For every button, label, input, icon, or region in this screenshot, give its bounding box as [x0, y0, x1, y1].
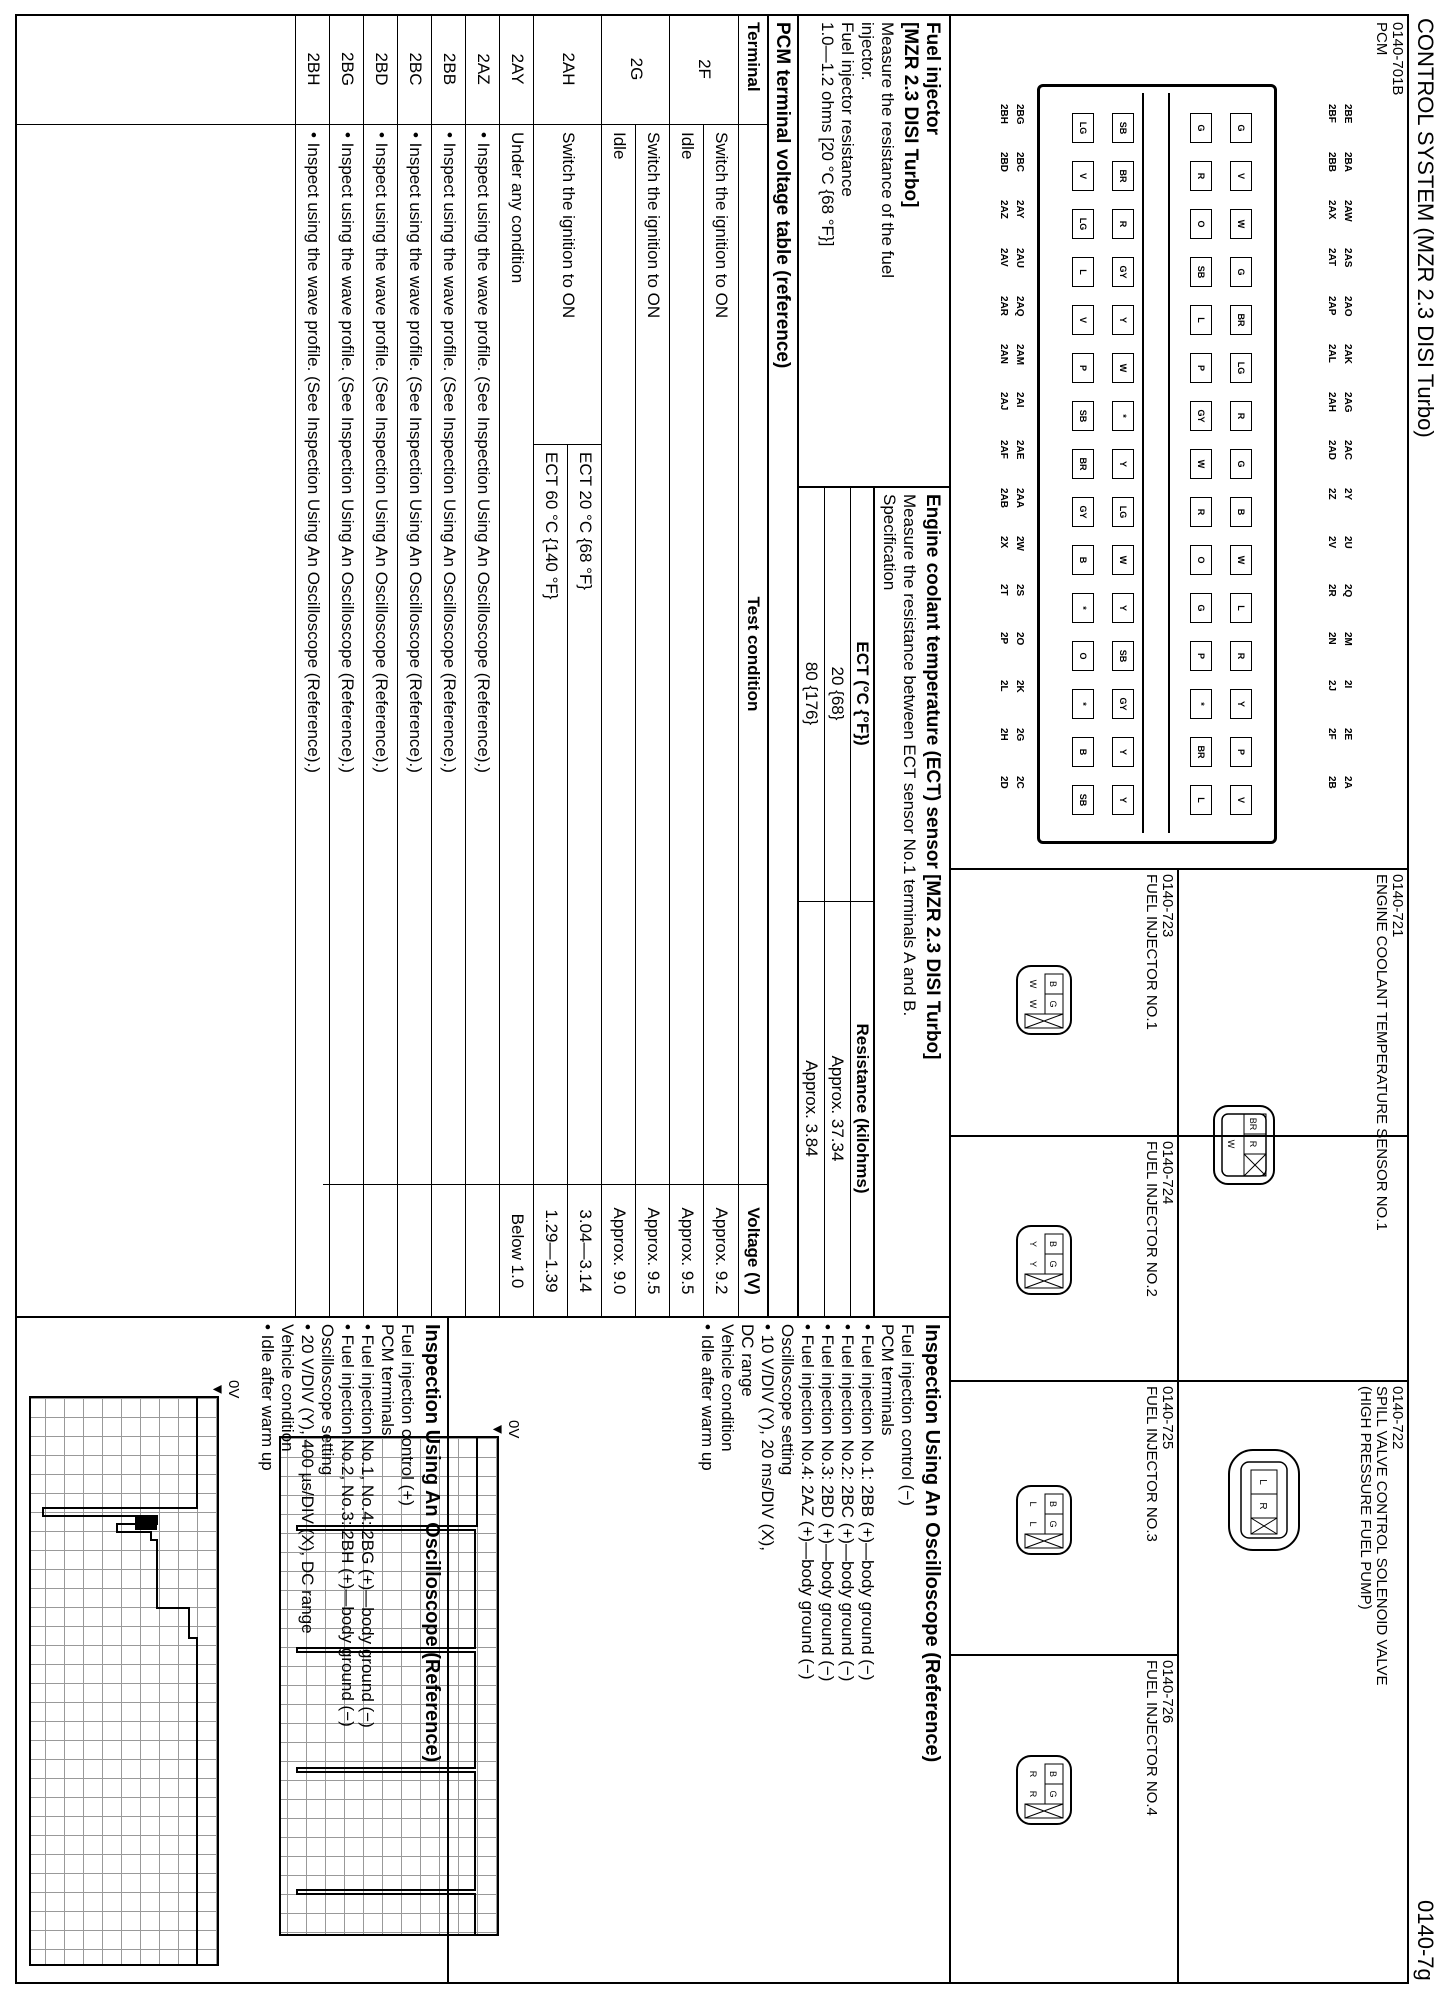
pcm-pin-wire-color: G: [1230, 113, 1252, 143]
conn-726-code: 0140-726: [1159, 1660, 1176, 1724]
inj3-wire-1: B: [1048, 1500, 1058, 1508]
inj3-wire-3: L: [1028, 1501, 1038, 1507]
pcm-pin-label: 2A: [1342, 776, 1353, 789]
osc1-line: • Fuel injection No.1: 2BB (+)—body ground (−): [858, 1324, 877, 1681]
pcm-pin-label: 2AW: [1342, 200, 1353, 222]
pcm-pin-wire-color: R: [1112, 209, 1134, 239]
ect-table: [799, 486, 875, 1316]
osc2-waveform-grid: [29, 1396, 219, 1966]
pcm-pin-wire-color: R: [1190, 497, 1212, 527]
pcm-pin-label: 2E: [1342, 728, 1353, 741]
pcm-pin-label: 2AS: [1342, 248, 1353, 268]
pcm-pin-wire-color: SB: [1112, 641, 1134, 671]
pcm-pin-wire-color: L: [1190, 785, 1212, 815]
fuel-injector-line: 1.0—1.2 ohms [20 °C {68 °F}]: [818, 22, 837, 247]
pcm-pin-label: 2BA: [1342, 152, 1353, 173]
pcm-pin-wire-color: O: [1190, 209, 1212, 239]
ect-row-resistance: Approx. 3.84: [802, 1060, 822, 1157]
pcm-pin-label: 2Y: [1342, 488, 1353, 501]
conn-722-name2: (HIGH PRESSURE FUEL PUMP): [1357, 1386, 1374, 1610]
conn-724-code: 0140-724: [1159, 1141, 1176, 1205]
pcm-pin-label: 2P: [998, 632, 1009, 645]
conn-725-code: 0140-725: [1159, 1386, 1176, 1450]
vt-voltage: Below 1.0: [508, 1213, 527, 1289]
pcm-pin-wire-color: LG: [1072, 209, 1094, 239]
ect-col-ect: ECT (°C {°F}): [853, 641, 872, 746]
pcm-pin-label: 2AD: [1326, 440, 1337, 461]
ect-title: Engine coolant temperature (ECT) sensor [MZR 2.3 DISI Turbo]: [922, 494, 943, 1060]
vt-voltage: Approx. 9.0: [610, 1207, 629, 1295]
pcm-pin-label: 2F: [1326, 728, 1337, 740]
vt-condition: Switch the ignition to ON: [559, 132, 578, 319]
vt-header-terminal: Terminal: [744, 22, 763, 92]
pcm-pin-wire-color: BR: [1230, 305, 1252, 335]
pcm-pin-label: 2AG: [1342, 392, 1353, 413]
pcm-pin-wire-color: O: [1072, 641, 1094, 671]
pcm-pin-wire-color: W: [1190, 449, 1212, 479]
ect-wire-3: W: [1226, 1139, 1236, 1149]
pcm-pin-wire-color: G: [1190, 593, 1212, 623]
inj3-wire-2: G: [1048, 1520, 1058, 1528]
page-code: 0140-7g: [1413, 1900, 1438, 1981]
osc1-line: • Fuel injection No.4: 2AZ (+)—body ground (−): [798, 1324, 817, 1680]
vt-terminal: 2BC: [406, 52, 425, 86]
pcm-pin-wire-color: *: [1072, 689, 1094, 719]
pcm-pin-label: 2AI: [1014, 392, 1025, 408]
vt-condition: Idle: [678, 132, 697, 160]
pcm-pin-wire-color: SB: [1112, 113, 1134, 143]
pcm-pin-label: 2AT: [1326, 248, 1337, 267]
inj2-wire-4: Y: [1028, 1260, 1038, 1268]
page-title: CONTROL SYSTEM (MZR 2.3 DISI Turbo): [1413, 18, 1438, 438]
inj2-wire-3: Y: [1028, 1240, 1038, 1248]
voltage-table: [17, 14, 769, 1318]
vt-voltage: Approx. 9.2: [712, 1207, 731, 1295]
pcm-pin-label: 2W: [1014, 536, 1025, 551]
pcm-pin-wire-color: V: [1072, 161, 1094, 191]
pcm-pin-label: 2AC: [1342, 440, 1353, 461]
pcm-pin-label: 2AH: [1326, 392, 1337, 413]
pcm-pin-wire-color: GY: [1072, 497, 1094, 527]
pcm-pin-wire-color: LG: [1230, 353, 1252, 383]
ect-desc: Measure the resistance between ECT sensor No.1 terminals A and B.: [900, 494, 919, 1017]
pcm-pin-wire-color: *: [1072, 593, 1094, 623]
pcm-pin-wire-color: G: [1230, 449, 1252, 479]
pcm-pin-label: 2AF: [998, 440, 1009, 459]
inj4-wire-3: R: [1028, 1770, 1038, 1778]
pcm-pin-label: 2L: [998, 680, 1009, 692]
fuel-injector-title: Fuel injector: [922, 22, 943, 135]
inj1-wire-3: W: [1028, 979, 1038, 989]
pcm-pin-wire-color: B: [1072, 737, 1094, 767]
pcm-pin-wire-color: V: [1230, 161, 1252, 191]
pcm-pin-label: 2AN: [998, 344, 1009, 365]
pcm-pin-label: 2AZ: [998, 200, 1009, 219]
osc1-line: • 10 V/DIV (Y), 20 ms/DIV (X),: [758, 1324, 777, 1552]
vt-condition: Idle: [610, 132, 629, 160]
osc1-line: • Fuel injection No.3: 2BD (+)—body ground (−): [818, 1324, 837, 1682]
pcm-pin-label: 2C: [1014, 776, 1025, 789]
pcm-pin-label: 2AY: [1014, 200, 1025, 219]
osc2-line: • Idle after warm up: [258, 1324, 277, 1471]
fuel-injector-subtitle: [MZR 2.3 DISI Turbo]: [900, 22, 921, 208]
conn-723-code: 0140-723: [1159, 874, 1176, 938]
osc2-title: Inspection Using An Oscilloscope (Reference): [421, 1324, 443, 1763]
vt-subcondition: ECT 20 °C {68 °F}: [576, 452, 595, 591]
osc1-arrow-icon: ▼: [489, 1422, 506, 1437]
pcm-pin-wire-color: LG: [1112, 497, 1134, 527]
pcm-connector-latch: [1142, 93, 1170, 833]
pcm-pin-label: 2B: [1326, 776, 1337, 789]
pcm-pin-label: 2Z: [1326, 488, 1337, 500]
osc1-line: PCM terminals: [878, 1324, 897, 1436]
pcm-pin-wire-color: W: [1230, 545, 1252, 575]
vt-terminal: 2AH: [559, 52, 578, 86]
vt-terminal: 2BB: [440, 52, 459, 86]
conn-722-code: 0140-722: [1389, 1386, 1406, 1450]
pcm-pin-wire-color: R: [1230, 401, 1252, 431]
conn-722-name: SPILL VALVE CONTROL SOLENOID VALVE: [1373, 1386, 1390, 1686]
pcm-pin-label: 2AU: [1014, 248, 1025, 269]
pcm-pin-label: 2BH: [998, 104, 1009, 125]
pcm-connector-shape: [1037, 84, 1277, 844]
injector-3-connector-icon: [1009, 1480, 1079, 1560]
vt-condition: Switch the ignition to ON: [644, 132, 663, 319]
vt-header-condition: Test condition: [744, 596, 763, 712]
pcm-pin-wire-color: SB: [1072, 785, 1094, 815]
inj1-wire-4: W: [1028, 999, 1038, 1009]
pcm-pin-label: 2BB: [1326, 152, 1337, 173]
vt-voltage: 3.04—3.14: [576, 1209, 595, 1293]
spill-valve-connector-icon: [1219, 1440, 1309, 1560]
pcm-pin-label: 2S: [1014, 584, 1025, 597]
fuel-injector-line: Fuel injector resistance: [838, 22, 857, 197]
inj3-wire-4: L: [1028, 1521, 1038, 1527]
pcm-pin-label: 2AL: [1326, 344, 1337, 363]
osc2-line: • Fuel injection No.2, No.3: 2BH (+)—body ground (−): [338, 1324, 357, 1727]
osc2-line: Vehicle condition: [278, 1324, 297, 1452]
pcm-pin-wire-color: GY: [1112, 689, 1134, 719]
pcm-pin-label: 2AA: [1014, 488, 1025, 509]
pcm-pin-wire-color: O: [1190, 545, 1212, 575]
pcm-pin-label: 2AJ: [998, 392, 1009, 411]
vt-header-voltage: Voltage (V): [744, 1207, 763, 1295]
pcm-pin-label: 2BG: [1014, 104, 1025, 125]
vt-terminal: 2AZ: [474, 53, 493, 85]
osc1-title: Inspection Using An Oscilloscope (Reference): [921, 1324, 943, 1763]
pcm-pin-label: 2AM: [1014, 344, 1025, 366]
pcm-pin-wire-color: V: [1072, 305, 1094, 335]
ect-spec-label: Specification: [880, 494, 899, 591]
ect-wire-1: BR: [1248, 1117, 1258, 1131]
pcm-pin-wire-color: Y: [1112, 449, 1134, 479]
pcm-pin-label: 2V: [1326, 536, 1337, 549]
voltage-table-title: PCM terminal voltage table (reference): [772, 22, 793, 369]
pcm-code: 0140-701B: [1389, 22, 1406, 96]
pcm-pin-wire-color: G: [1230, 257, 1252, 287]
pcm-pin-wire-color: B: [1230, 497, 1252, 527]
vt-voltage: Approx. 9.5: [678, 1207, 697, 1295]
conn-723-name: FUEL INJECTOR NO.1: [1143, 874, 1160, 1030]
vt-subcondition: ECT 60 °C {140 °F}: [542, 452, 561, 600]
pcm-pin-label: 2T: [998, 584, 1009, 596]
osc2-line: Oscilloscope setting: [318, 1324, 337, 1476]
pcm-pin-label: 2N: [1326, 632, 1337, 645]
pcm-pin-label: 2AB: [998, 488, 1009, 509]
osc1-line: • Fuel injection No.2: 2BC (+)—body ground (−): [838, 1324, 857, 1682]
osc1-line: Oscilloscope setting: [778, 1324, 797, 1476]
pcm-pin-wire-color: V: [1230, 785, 1252, 815]
inj4-wire-1: B: [1048, 1770, 1058, 1778]
vt-terminal: 2AY: [508, 53, 527, 85]
pcm-pin-wire-color: LG: [1072, 113, 1094, 143]
pcm-pin-label: 2K: [1014, 680, 1025, 693]
pcm-pin-wire-color: P: [1190, 641, 1212, 671]
ect-col-resistance: Resistance (kilohms): [853, 1023, 872, 1194]
pcm-pin-label: 2G: [1014, 728, 1025, 742]
ect-sensor-connector-icon: [1204, 1100, 1284, 1190]
pcm-pin-label: 2AO: [1342, 296, 1353, 317]
osc1-line: DC range: [738, 1324, 757, 1397]
pcm-pin-wire-color: L: [1230, 593, 1252, 623]
pcm-pin-wire-color: W: [1112, 353, 1134, 383]
osc2-line: • Fuel injection No.1, No.4: 2BG (+)—body ground (−): [358, 1324, 377, 1728]
pcm-pin-label: 2M: [1342, 632, 1353, 646]
inj2-wire-1: B: [1048, 1240, 1058, 1248]
pcm-pin-wire-color: P: [1230, 737, 1252, 767]
inj4-wire-2: G: [1048, 1790, 1058, 1798]
osc1-line: • Idle after warm up: [698, 1324, 717, 1471]
vt-condition: • Inspect using the wave profile. (See Inspection Using An Oscilloscope (Reference).): [372, 132, 391, 773]
pcm-pin-wire-color: R: [1230, 641, 1252, 671]
injector-2-connector-icon: [1009, 1220, 1079, 1300]
inj1-wire-2: G: [1048, 1000, 1058, 1008]
pcm-pin-label: 2AV: [998, 248, 1009, 267]
pcm-pin-wire-color: P: [1190, 353, 1212, 383]
pcm-name: PCM: [1373, 22, 1390, 56]
pcm-pin-wire-color: B: [1072, 545, 1094, 575]
pcm-pin-label: 2AP: [1326, 296, 1337, 316]
pcm-pin-wire-color: *: [1190, 689, 1212, 719]
pcm-pin-wire-color: W: [1230, 209, 1252, 239]
pcm-pin-label: 2R: [1326, 584, 1337, 597]
pcm-pin-wire-color: Y: [1230, 689, 1252, 719]
pcm-pin-label: 2I: [1342, 680, 1353, 689]
pcm-pin-label: 2J: [1326, 680, 1337, 692]
conn-725-name: FUEL INJECTOR NO.3: [1143, 1386, 1160, 1542]
injector-1-connector-icon: [1009, 960, 1079, 1040]
ect-row-ect: 80 {176}: [802, 661, 822, 726]
pcm-pin-label: 2O: [1014, 632, 1025, 646]
pcm-pin-wire-color: Y: [1112, 593, 1134, 623]
vt-condition: • Inspect using the wave profile. (See Inspection Using An Oscilloscope (Reference).): [406, 132, 425, 773]
osc2-arrow-icon: ▼: [209, 1382, 226, 1397]
pcm-pin-label: 2H: [998, 728, 1009, 741]
osc2-line: • 20 V/DIV (Y), 400 µs/DIV (X), DC range: [298, 1324, 317, 1634]
vt-condition: • Inspect using the wave profile. (See Inspection Using An Oscilloscope (Reference).): [474, 132, 493, 773]
pcm-pin-label: 2AE: [1014, 440, 1025, 460]
pcm-pin-label: 2BD: [998, 152, 1009, 173]
conn-721-name: ENGINE COOLANT TEMPERATURE SENSOR NO.1: [1373, 874, 1390, 1231]
pcm-pin-wire-color: G: [1190, 113, 1212, 143]
pcm-pin-wire-color: *: [1112, 401, 1134, 431]
fuel-injector-line: injector.: [858, 22, 877, 81]
pcm-pin-label: 2AQ: [1014, 296, 1025, 317]
vt-voltage: 1.29—1.39: [542, 1209, 561, 1293]
pcm-pin-wire-color: P: [1072, 353, 1094, 383]
pcm-pin-wire-color: Y: [1112, 737, 1134, 767]
pcm-pin-label: 2Q: [1342, 584, 1353, 598]
osc1-line: Fuel injection control (−): [898, 1324, 917, 1506]
pcm-pin-wire-color: L: [1072, 257, 1094, 287]
pcm-pin-label: 2BE: [1342, 104, 1353, 124]
vt-terminal: 2BH: [304, 52, 323, 86]
osc1-zero-label: 0V: [505, 1420, 522, 1439]
pcm-pin-label: 2X: [998, 536, 1009, 549]
vt-condition: • Inspect using the wave profile. (See Inspection Using An Oscilloscope (Reference).): [304, 132, 323, 773]
osc2-waveform: [31, 1398, 217, 1964]
pcm-pin-wire-color: W: [1112, 545, 1134, 575]
spill-wire-2: R: [1257, 1502, 1268, 1510]
osc2-line: PCM terminals: [378, 1324, 397, 1436]
vt-terminal: 2F: [695, 59, 714, 79]
vt-condition: • Inspect using the wave profile. (See Inspection Using An Oscilloscope (Reference).): [338, 132, 357, 773]
pcm-pin-wire-color: GY: [1112, 257, 1134, 287]
pcm-pin-label: 2BC: [1014, 152, 1025, 173]
pcm-pin-wire-color: L: [1190, 305, 1212, 335]
pcm-pin-wire-color: BR: [1190, 737, 1212, 767]
pcm-pin-wire-color: SB: [1072, 401, 1094, 431]
pcm-pin-label: 2AK: [1342, 344, 1353, 365]
pcm-pin-wire-color: BR: [1072, 449, 1094, 479]
pcm-pin-label: 2BF: [1326, 104, 1337, 123]
pcm-pin-wire-color: GY: [1190, 401, 1212, 431]
spill-wire-1: L: [1257, 1479, 1268, 1485]
conn-721-code: 0140-721: [1389, 874, 1406, 938]
pcm-pin-label: 2U: [1342, 536, 1353, 549]
inj4-wire-4: R: [1028, 1790, 1038, 1798]
vt-terminal: 2BG: [338, 51, 357, 87]
pcm-pin-label: 2AR: [998, 296, 1009, 317]
vt-condition: Under any condition: [508, 132, 527, 284]
inj1-wire-1: B: [1048, 980, 1058, 988]
vt-voltage: Approx. 9.5: [644, 1207, 663, 1295]
vt-condition: Switch the ignition to ON: [712, 132, 731, 319]
vt-terminal: 2BD: [372, 52, 391, 86]
ect-row-resistance: Approx. 37.34: [828, 1055, 848, 1162]
ect-row-ect: 20 {68}: [828, 666, 848, 721]
conn-724-name: FUEL INJECTOR NO.2: [1143, 1141, 1160, 1297]
pcm-pin-wire-color: Y: [1112, 785, 1134, 815]
osc2-line: Fuel injection control (+): [398, 1324, 417, 1506]
fuel-injector-line: Measure the resistance of the fuel: [878, 22, 897, 279]
pcm-pin-wire-color: BR: [1112, 161, 1134, 191]
pcm-pin-wire-color: Y: [1112, 305, 1134, 335]
pcm-pin-wire-color: SB: [1190, 257, 1212, 287]
injector-4-connector-icon: [1009, 1750, 1079, 1830]
conn-726-name: FUEL INJECTOR NO.4: [1143, 1660, 1160, 1816]
inj2-wire-2: G: [1048, 1260, 1058, 1268]
ect-wire-2: R: [1248, 1140, 1258, 1148]
pcm-pin-label: 2AX: [1326, 200, 1337, 220]
pcm-pin-wire-color: R: [1190, 161, 1212, 191]
vt-condition: • Inspect using the wave profile. (See Inspection Using An Oscilloscope (Reference).): [440, 132, 459, 773]
osc1-line: Vehicle condition: [718, 1324, 737, 1452]
pcm-pin-label: 2D: [998, 776, 1009, 789]
vt-terminal: 2G: [627, 57, 646, 81]
osc2-zero-label: 0V: [225, 1380, 242, 1399]
